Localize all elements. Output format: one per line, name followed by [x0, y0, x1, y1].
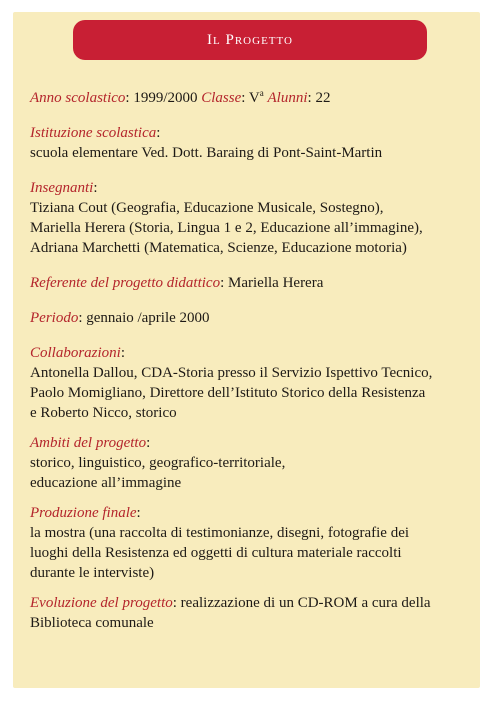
anno-label: Anno scolastico [30, 90, 126, 106]
section-ambiti: Ambiti del progetto: storico, linguistico, geografico-territoriale, educazione all’immagine [30, 433, 470, 493]
istituzione-label: Istituzione scolastica [30, 125, 157, 141]
insegnanti-line: Adriana Marchetti (Matematica, Scienze, Educazione motoria) [30, 240, 407, 256]
referente-label: Referente del progetto didattico [30, 275, 221, 291]
insegnanti-line: Tiziana Cout (Geografia, Educazione Musicale, Sostegno), [30, 200, 384, 216]
collaborazioni-line: e Roberto Nicco, storico [30, 405, 177, 421]
section-istituzione: Istituzione scolastica: scuola elementare Ved. Dott. Baraing di Pont-Saint-Martin [30, 123, 470, 163]
section-insegnanti: Insegnanti: Tiziana Cout (Geografia, Educazione Musicale, Sostegno), Mariella Herera (Storia, Lingua 1 e 2, Educazione all’immagine), Adriana Marchetti (Matematica, Scienze, Educazione motoria) [30, 178, 470, 258]
ambiti-label: Ambiti del progetto [30, 435, 147, 451]
collaborazioni-label: Collaborazioni [30, 345, 121, 361]
evoluzione-line: Biblioteca comunale [30, 615, 154, 631]
collaborazioni-line: Paolo Momigliano, Direttore dell’Istituto Storico della Resistenza [30, 385, 426, 401]
classe-value: V [248, 90, 260, 106]
header-title: Il Progetto [207, 31, 293, 48]
anno-value: 1999/2000 [133, 90, 198, 106]
section-referente: Referente del progetto didattico: Mariella Herera [30, 275, 324, 291]
classe-superscript: a [259, 88, 264, 98]
section-evoluzione: Evoluzione del progetto: realizzazione di un CD-ROM a cura della Biblioteca comunale [30, 593, 470, 633]
istituzione-value: scuola elementare Ved. Dott. Baraing di Pont-Saint-Martin [30, 145, 383, 161]
evoluzione-value: realizzazione di un CD-ROM a cura della [180, 595, 431, 611]
produzione-line: luoghi della Resistenza ed oggetti di cultura materiale raccolti [30, 545, 402, 561]
produzione-line: la mostra (una raccolta di testimonianze, disegni, fotografie dei [30, 525, 410, 541]
header-banner [73, 20, 427, 60]
periodo-label: Periodo [30, 310, 79, 326]
collaborazioni-line: Antonella Dallou, CDA-Storia presso il Servizio Ispettivo Tecnico, [30, 365, 433, 381]
ambiti-line: storico, linguistico, geografico-territoriale, [30, 455, 286, 471]
produzione-label: Produzione finale [30, 505, 137, 521]
section-anno: Anno scolastico: 1999/2000 Classe: $V^a$ Alunni: 22 [30, 88, 331, 106]
alunni-label: Alunni [267, 90, 308, 106]
insegnanti-label: Insegnanti [30, 180, 94, 196]
alunni-value: 22 [315, 90, 331, 106]
produzione-line: durante le interviste) [30, 565, 155, 581]
classe-label: Classe [201, 90, 242, 106]
evoluzione-label: Evoluzione del progetto [30, 595, 173, 611]
referente-value: Mariella Herera [228, 275, 324, 291]
insegnanti-line: Mariella Herera (Storia, Lingua 1 e 2, Educazione all’immagine), [30, 220, 423, 236]
section-produzione: Produzione finale: la mostra (una raccolta di testimonianze, disegni, fotografie dei luoghi della Resistenza ed oggetti di cultura materiale raccolti durante le interviste) [30, 503, 470, 583]
periodo-value: gennaio /aprile 2000 [86, 310, 210, 326]
project-details [30, 88, 470, 648]
ambiti-line: educazione all’immagine [30, 475, 182, 491]
section-periodo: Periodo: gennaio /aprile 2000 [30, 310, 210, 326]
section-collaborazioni: Collaborazioni: Antonella Dallou, CDA-Storia presso il Servizio Ispettivo Tecnico, Paolo Momigliano, Direttore dell’Istituto Storico della Resistenza e Roberto Nicco, storico [30, 343, 470, 423]
